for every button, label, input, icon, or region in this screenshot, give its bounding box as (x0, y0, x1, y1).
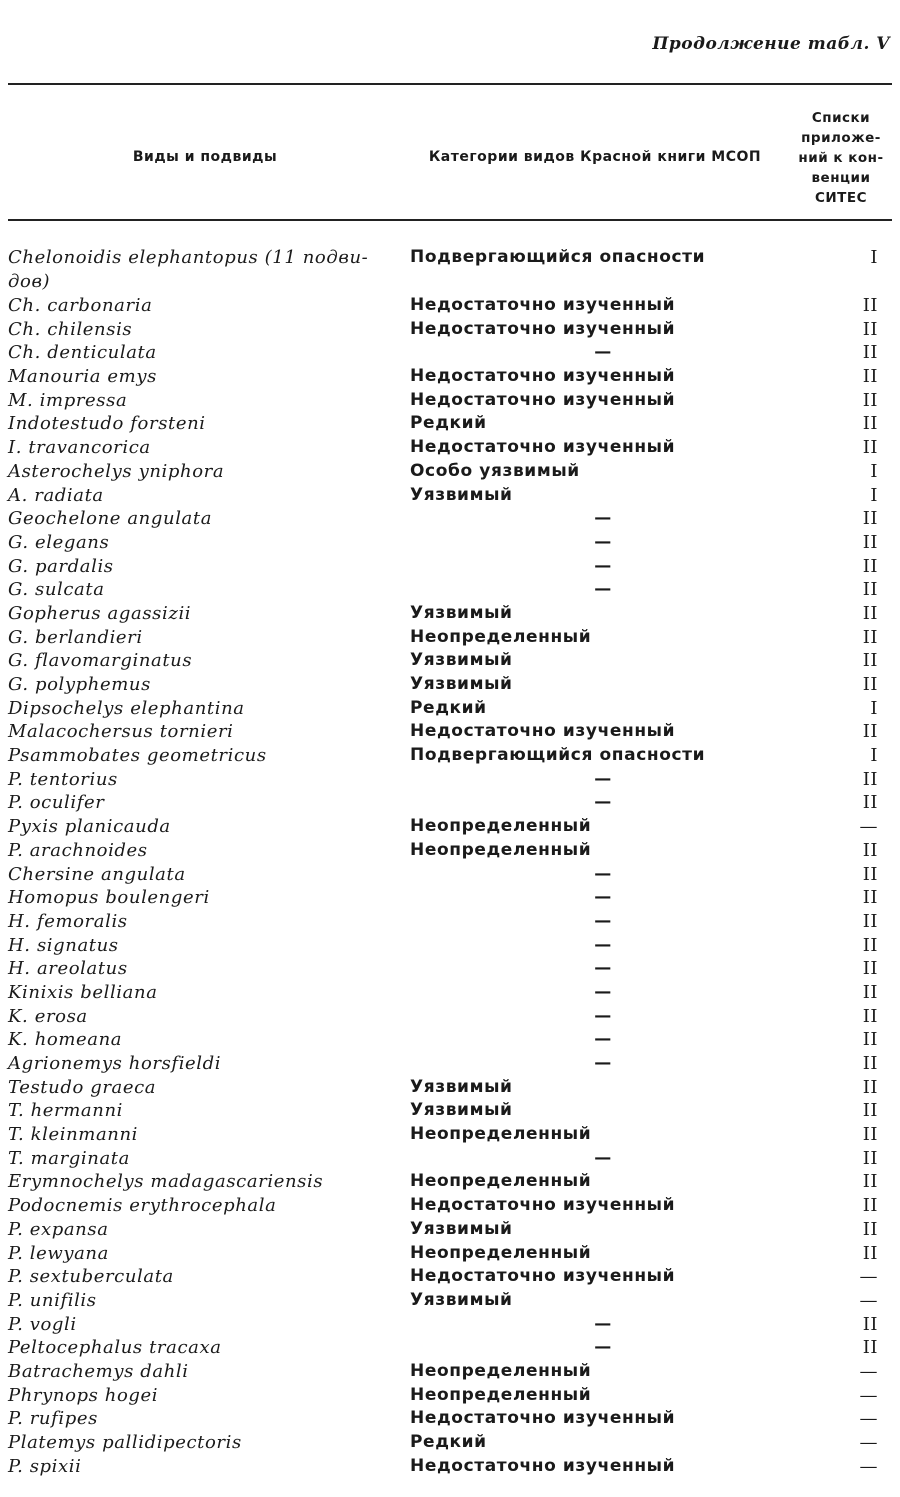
species-name: Geochelone angulata (8, 508, 213, 530)
cites-appendix: II (862, 650, 878, 672)
iucn-category: Неопределенный (410, 1124, 592, 1145)
species-name: M. impressa (8, 389, 128, 411)
species-name: Ch. denticulata (8, 342, 157, 364)
cites-appendix: I (870, 247, 878, 268)
species-name: Platemys pallidipectoris (8, 1432, 242, 1453)
species-name: P. tentorius (8, 768, 118, 790)
species-name: Malacochersus tornieri (8, 721, 234, 743)
species-name: Agrionemys horsfieldi (8, 1053, 222, 1074)
cites-appendix: II (862, 1171, 878, 1193)
species-name: G. pardalis (8, 555, 114, 577)
table-row (8, 507, 892, 531)
iucn-category: Подвергающийся опасности (410, 247, 706, 267)
iucn-category: — (594, 1313, 612, 1334)
table-row (8, 1289, 892, 1313)
table-row (8, 1360, 892, 1384)
table-row (8, 436, 892, 460)
table-body (8, 246, 892, 1478)
iucn-category: Уязвимый (410, 602, 513, 623)
table-row (8, 1052, 892, 1076)
table-row (8, 1242, 892, 1266)
iucn-category: Недостаточно изученный (410, 389, 676, 410)
cites-appendix: II (862, 839, 878, 861)
species-name: T. kleinmanni (8, 1124, 139, 1146)
iucn-category: — (594, 792, 612, 813)
iucn-category: Уязвимый (410, 1218, 513, 1239)
header-rule (8, 219, 892, 221)
table-row (8, 602, 892, 626)
table-row (8, 886, 892, 910)
header-cites: Списки приложе-ний к кон-венции СИТЕС (798, 110, 884, 206)
cites-appendix: II (862, 413, 878, 435)
iucn-category: Недостаточно изученный (410, 366, 676, 387)
cites-appendix: II (862, 1029, 878, 1051)
table-row (8, 1099, 892, 1123)
species-name: P. arachnoides (8, 839, 148, 861)
cites-appendix: — (859, 816, 878, 838)
species-name: H. areolatus (8, 958, 128, 980)
iucn-category: Уязвимый (410, 484, 513, 505)
table-row (8, 697, 892, 721)
iucn-category: Редкий (410, 697, 487, 718)
species-name: P. vogli (8, 1313, 77, 1335)
iucn-category: Уязвимый (410, 1289, 513, 1310)
table-row (8, 1455, 892, 1479)
species-name: P. expansa (8, 1218, 109, 1240)
species-name: P. spixii (8, 1455, 82, 1477)
species-name: T. hermanni (8, 1100, 123, 1122)
cites-appendix: II (862, 1313, 878, 1335)
table-row (8, 815, 892, 839)
table-row (8, 791, 892, 815)
table-row (8, 1123, 892, 1147)
species-name: Psammobates geometricus (8, 745, 267, 767)
cites-appendix: II (862, 1124, 878, 1146)
cites-appendix: II (862, 389, 878, 411)
species-name: Homopus boulengeri (8, 887, 210, 909)
species-name: H. signatus (8, 934, 119, 956)
iucn-category: Недостаточно изученный (410, 1266, 676, 1287)
header-category: Категории видов Красной книги МСОП (428, 149, 762, 165)
table-row (8, 673, 892, 697)
cites-appendix: II (862, 981, 878, 1003)
species-name: H. femoralis (8, 910, 128, 932)
table-row (8, 1336, 892, 1360)
species-name: I. travancorica (8, 437, 151, 459)
cites-appendix: — (859, 1384, 878, 1406)
cites-appendix: II (862, 1100, 878, 1122)
table-row (8, 578, 892, 602)
iucn-category: — (594, 508, 612, 529)
cites-appendix: II (862, 1147, 878, 1169)
iucn-category: — (594, 1147, 612, 1168)
header-species: Виды и подвиды (132, 149, 278, 165)
cites-appendix: II (862, 579, 878, 601)
table-row (8, 1076, 892, 1100)
species-name: A. radiata (8, 484, 104, 506)
species-name: K. erosa (8, 1005, 88, 1027)
species-name: Indotestudo forsteni (8, 413, 206, 435)
iucn-category: — (594, 342, 612, 363)
cites-appendix: II (862, 792, 878, 814)
table-row (8, 531, 892, 555)
table-row (8, 1218, 892, 1242)
cites-appendix: II (862, 1337, 878, 1359)
iucn-category: Недостаточно изученный (410, 295, 676, 315)
species-name: Batrachemys dahli (8, 1360, 189, 1382)
iucn-category: — (594, 1029, 612, 1050)
table-row (8, 1194, 892, 1218)
cites-appendix: II (862, 1005, 878, 1027)
table-row (8, 1431, 892, 1455)
species-name: Dipsochelys elephantina (8, 697, 245, 719)
table-row (8, 1147, 892, 1171)
species-name: Phrynops hogei (8, 1384, 159, 1406)
table-row (8, 1005, 892, 1029)
table-row (8, 981, 892, 1005)
cites-appendix: II (862, 1218, 878, 1240)
iucn-category: Уязвимый (410, 674, 513, 694)
cites-appendix: II (862, 366, 878, 388)
iucn-category: — (594, 910, 612, 931)
table-row (8, 863, 892, 887)
table-row (8, 839, 892, 863)
iucn-category: Уязвимый (410, 1100, 513, 1121)
cites-appendix: — (859, 1408, 878, 1430)
iucn-category: — (594, 768, 612, 789)
species-name: P. lewyana (8, 1242, 109, 1264)
iucn-category: Уязвимый (410, 650, 513, 671)
cites-appendix: I (870, 484, 878, 506)
iucn-category: Редкий (410, 413, 487, 434)
cites-appendix: II (862, 674, 878, 695)
species-name: Ch. chilensis (8, 318, 133, 340)
iucn-category: — (594, 1337, 612, 1358)
cites-appendix: — (859, 1432, 878, 1453)
species-name: Peltocephalus tracaxa (8, 1337, 222, 1359)
cites-appendix: II (862, 1076, 878, 1098)
cites-appendix: II (862, 1053, 878, 1074)
iucn-category: Недостаточно изученный (410, 437, 676, 458)
species-name: Testudo graeca (8, 1076, 157, 1098)
cites-appendix: II (862, 1242, 878, 1264)
species-name: T. marginata (8, 1147, 130, 1169)
species-name: P. unifilis (8, 1289, 97, 1311)
species-name: G. flavomarginatus (8, 650, 193, 672)
iucn-category: Подвергающийся опасности (410, 745, 706, 766)
cites-appendix: II (862, 887, 878, 909)
cites-appendix: I (870, 460, 878, 482)
iucn-category: Неопределенный (410, 1384, 592, 1405)
table-row (8, 460, 892, 484)
table-row (8, 389, 892, 413)
table-row (8, 1313, 892, 1337)
iucn-category: Уязвимый (410, 1076, 513, 1097)
table-row (8, 365, 892, 389)
cites-appendix: I (870, 697, 878, 719)
iucn-category: Неопределенный (410, 1242, 592, 1263)
cites-appendix: II (862, 295, 878, 316)
cites-appendix: II (862, 958, 878, 980)
table-row (8, 1384, 892, 1408)
table-row (8, 412, 892, 436)
table-row (8, 294, 892, 318)
species-name: Erymnochelys madagascariensis (8, 1171, 324, 1193)
species-name: Kinixis belliana (8, 981, 158, 1003)
cites-appendix: — (859, 1289, 878, 1311)
iucn-category: Недостаточно изученный (410, 721, 676, 742)
top-rule (8, 83, 892, 85)
species-name: Asterochelys yniphora (8, 460, 225, 482)
iucn-category: Редкий (410, 1432, 487, 1452)
cites-appendix: II (862, 602, 878, 624)
species-name: G. sulcata (8, 579, 105, 601)
iucn-category: Недостаточно изученный (410, 1408, 676, 1429)
table-row (8, 1265, 892, 1289)
table-row (8, 768, 892, 792)
species-name: Gopherus agassizii (8, 602, 192, 624)
iucn-category: Недостаточно изученный (410, 1455, 676, 1476)
species-name: Manouria emys (8, 366, 157, 388)
species-name: P. sextuberculata (8, 1266, 174, 1288)
cites-appendix: II (862, 318, 878, 340)
iucn-category: Неопределенный (410, 626, 592, 647)
species-name: Chersine angulata (8, 863, 186, 885)
iucn-category: Неопределенный (410, 1171, 592, 1192)
iucn-category: Неопределенный (410, 1360, 592, 1381)
species-name: Podocnemis erythrocephala (8, 1195, 277, 1217)
iucn-category: — (594, 863, 612, 884)
table-row (8, 744, 892, 768)
iucn-category: Недостаточно изученный (410, 1195, 676, 1216)
iucn-category: — (594, 887, 612, 908)
table-row (8, 341, 892, 365)
table-row (8, 1028, 892, 1052)
cites-appendix: II (862, 555, 878, 577)
species-name: P. oculifer (8, 792, 105, 814)
species-name: Ch. carbonaria (8, 295, 153, 316)
species-name: Chelonoidis elephantopus (11 подви-дов) (8, 247, 369, 292)
cites-appendix: II (862, 437, 878, 459)
iucn-category: — (594, 1005, 612, 1026)
table-row (8, 246, 892, 294)
cites-appendix: II (862, 934, 878, 956)
table-row (8, 555, 892, 579)
table-row (8, 649, 892, 673)
cites-appendix: II (862, 508, 878, 530)
iucn-category: Недостаточно изученный (410, 318, 676, 339)
cites-appendix: II (862, 910, 878, 932)
table-row (8, 626, 892, 650)
cites-appendix: II (862, 768, 878, 790)
cites-appendix: — (859, 1360, 878, 1382)
cites-appendix: II (862, 342, 878, 364)
table-row (8, 720, 892, 744)
iucn-category: — (594, 1053, 612, 1073)
table-row (8, 910, 892, 934)
cites-appendix: — (859, 1266, 878, 1288)
table-row (8, 318, 892, 342)
iucn-category: — (594, 579, 612, 600)
iucn-category: — (594, 531, 612, 552)
species-name: G. elegans (8, 531, 110, 553)
species-name: Pyxis planicauda (8, 816, 171, 838)
table-row (8, 484, 892, 508)
table-continuation-label: Продолжение табл. V (652, 34, 890, 54)
cites-appendix: I (870, 745, 878, 767)
table-row (8, 1407, 892, 1431)
iucn-category: — (594, 981, 612, 1002)
cites-appendix: II (862, 531, 878, 553)
species-name: P. rufipes (8, 1408, 98, 1430)
table-row (8, 1170, 892, 1194)
iucn-category: — (594, 555, 612, 576)
iucn-category: Неопределенный (410, 816, 592, 837)
iucn-category: — (594, 934, 612, 955)
iucn-category: — (594, 958, 612, 979)
cites-appendix: — (859, 1455, 878, 1477)
iucn-category: Неопределенный (410, 839, 592, 860)
species-name: G. polyphemus (8, 674, 151, 695)
cites-appendix: II (862, 863, 878, 885)
cites-appendix: II (862, 1195, 878, 1217)
table-row (8, 934, 892, 958)
table-row (8, 957, 892, 981)
cites-appendix: II (862, 626, 878, 648)
cites-appendix: II (862, 721, 878, 743)
species-name: G. berlandieri (8, 626, 143, 648)
iucn-category: Особо уязвимый (410, 460, 580, 481)
species-name: K. homeana (8, 1029, 123, 1051)
